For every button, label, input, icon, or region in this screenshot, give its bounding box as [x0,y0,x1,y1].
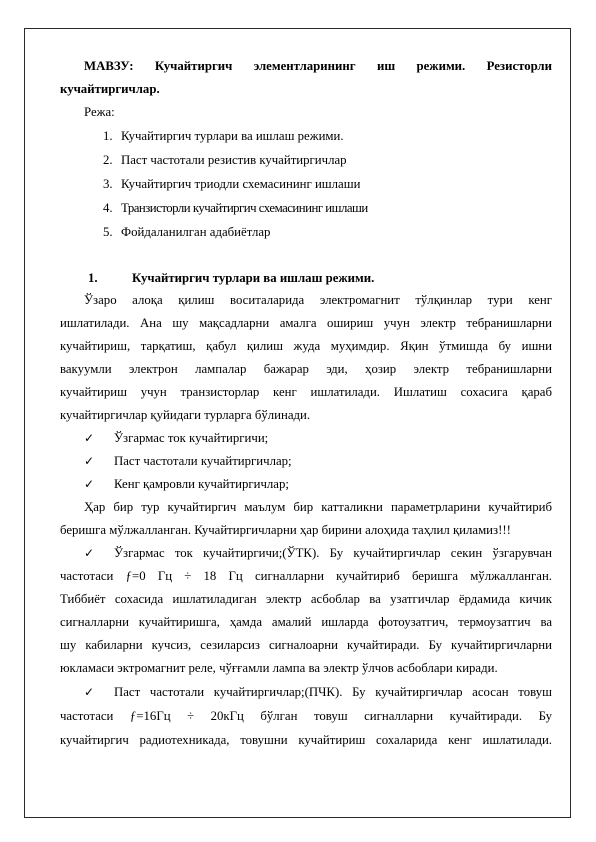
paragraph-line: частотаси ƒ=0 Гц ÷ 18 Гц сигналларни кучайтириб беришга мўлжалланган. [60,569,552,583]
plan-item-text: Транзисторли кучайтиргич схемасининг ишлаши [121,201,368,215]
section-number: 1. [88,271,98,285]
checkmark-icon: ✓ [84,685,95,699]
paragraph-line: Тиббиёт сохасида ишлатиладиган электр асбоблар ва узатгичлар ёрдамида кичик [60,592,552,606]
paragraph-line: Ўзаро алоқа қилиш воситаларида электромагнит тўлқинлар тури кенг [84,293,552,307]
paragraph-line: ишлатилади. Ана шу мақсадларни амалга ошириш учун электр тебранишларни [60,316,552,330]
checkmark-icon: ✓ [84,454,95,468]
plan-item-number: 1. [103,129,113,143]
plan-item-text: Кучайтиргич триодли схемасининг ишлаши [121,177,361,191]
plan-label: Режа: [84,105,115,119]
checkmark-icon: ✓ [84,546,95,560]
paragraph-line: кучайтиргичлар қуйидаги турларга бўлинади. [60,408,311,422]
plan-item [103,222,270,242]
bullet-paragraph-first-line: Ўзгармас ток кучайтиргичи;(ЎТК). Бу кучайтиргичлар секин ўзгарувчан [114,546,552,560]
plan-item [103,150,347,170]
plan-item-number: 2. [103,153,113,167]
bullet-paragraph-first-line: Паст частотали кучайтиргичлар;(ПЧК). Бу кучайтиргичлар асосан товуш [114,685,552,699]
plan-item [103,174,360,194]
plan-item-number: 3. [103,177,113,191]
plan-item [103,198,368,218]
plan-item [103,126,344,146]
plan-item-text: Кучайтиргич турлари ва ишлаш режими. [121,129,344,143]
document-title-line-1: МАВЗУ: Кучайтиргич элементларининг иш режими. Резисторли [84,59,552,73]
plan-item-number: 5. [103,225,113,239]
plan-item-text: Фойдаланилган адабиётлар [121,225,271,239]
paragraph-line: кучайтириш, тарқатиш, қабул қилиш жуда муҳимдир. Яқин ўтмишда бу ишни [60,339,552,353]
paragraph-line: беришга мўлжалланган. Кучайтиргичларни ҳар бирини алоҳида таҳлил қиламиз!!! [60,523,511,537]
paragraph-line: сигналларни кучайтиришга, ҳамда амалий ишларда фотоузатгич, термоузатгич ва [60,615,552,629]
bullet-item: Паст частотали кучайтиргичлар; [114,454,292,468]
section-heading: Кучайтиргич турлари ва ишлаш режими. [132,271,375,285]
plan-item-text: Паст частотали резистив кучайтиргичлар [121,153,347,167]
checkmark-icon: ✓ [84,477,95,491]
paragraph-line: шу кабиларни кучсиз, сезиларсиз сигналоарни кучайтиради. Бу кучайтиргичларни [60,638,552,652]
paragraph-line: юкламаси эктромагнит реле, чўғғамли лампа ва электр ўлчов асбоблари киради. [60,661,498,675]
document-title-line-2: кучайтиргичлар. [60,82,160,96]
paragraph-line: частотаси ƒ=16Гц ÷ 20кГц бўлган товуш сигналларни кучайтиради. Бу [60,709,552,723]
paragraph-line: кучайтиргич радиотехникада, товушни кучайтириш сохаларида кенг ишлатилади. [60,733,552,747]
plan-item-number: 4. [103,201,113,215]
paragraph-line: кучайтириш учун транзисторлар кенг ишлатилади. Ишлатиш сохасига қараб [60,385,552,399]
bullet-item: Кенг қамровли кучайтиргичлар; [114,477,289,491]
bullet-item: Ўзгармас ток кучайтиргичи; [114,431,269,445]
paragraph-line: Ҳар бир тур кучайтиргич маълум бир катталикни параметрларини кучайтириб [84,500,552,514]
checkmark-icon: ✓ [84,431,95,445]
paragraph-line: вакуумли электрон лампалар бажарар эди, ҳозир электр тебранишларни [60,362,552,376]
